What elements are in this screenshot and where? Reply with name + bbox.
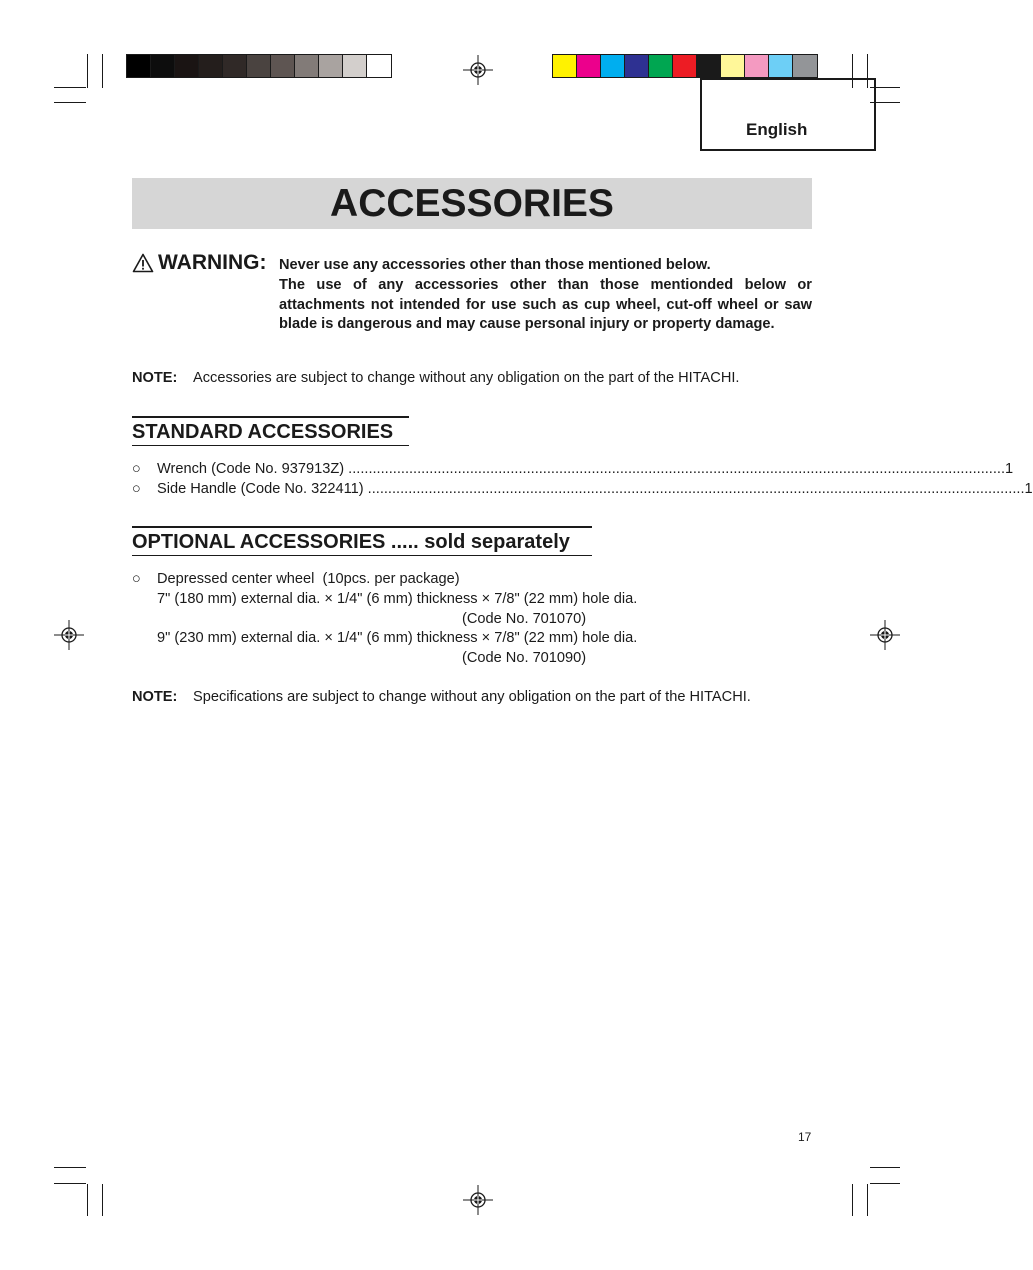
item-code-701090: (Code No. 701090) [462, 650, 587, 666]
color-swatch [553, 55, 577, 77]
color-swatch [721, 55, 745, 77]
item-label: Wrench (Code No. 937913Z) [157, 461, 345, 477]
crop-mark [54, 1167, 86, 1168]
note-text: Specifications are subject to change without any obligation on the part of the HITACHI. [193, 689, 751, 705]
note-text: Accessories are subject to change without any obligation on the part of the HITACHI. [193, 370, 740, 386]
warning-triangle-icon [132, 253, 154, 273]
crop-mark [867, 1184, 868, 1216]
registration-mark-icon [54, 620, 84, 650]
color-swatch [601, 55, 625, 77]
warning-line-2: The use of any accessories other than those mentionded below or attachments not intended for use such as cup wheel, cut-off wheel or saw blade is dangerous and may cause personal injury or property damage. [279, 276, 812, 333]
note-label: NOTE: [132, 689, 178, 705]
registration-mark-icon [870, 620, 900, 650]
item-quantity: 1 [1005, 461, 1014, 477]
page-title: ACCESSORIES [330, 181, 614, 225]
warning-line-1: Never use any accessories other than those mentioned below. [279, 257, 711, 273]
bullet-circle-icon: ○ [132, 461, 141, 477]
bullet-circle-icon: ○ [132, 481, 141, 497]
color-swatch [769, 55, 793, 77]
standard-accessories-heading: STANDARD ACCESSORIES [132, 416, 409, 446]
note-accessories [132, 369, 812, 389]
color-swatch [295, 55, 319, 77]
title-band [132, 178, 812, 229]
warning-heading [132, 251, 267, 275]
color-swatch [673, 55, 697, 77]
leader-dots: .................................................................................................................................................................. [344, 461, 1006, 477]
crop-mark [852, 1184, 853, 1216]
item-code-701070: (Code No. 701070) [462, 611, 587, 627]
optional-item [132, 570, 812, 670]
item-label: Side Handle (Code No. 322411) [157, 481, 364, 497]
crop-mark [87, 1184, 88, 1216]
warning-text [279, 256, 812, 335]
crop-mark [87, 54, 88, 88]
crop-mark [54, 102, 86, 103]
note-specifications [132, 688, 812, 728]
warning-label: WARNING: [158, 251, 267, 274]
color-swatch [223, 55, 247, 77]
crop-mark [102, 1184, 103, 1216]
language-label: English [746, 120, 808, 139]
color-swatch [247, 55, 271, 77]
registration-mark-icon [463, 1185, 493, 1215]
item-spec-180mm: 7" (180 mm) external dia. × 1/4" (6 mm) thickness × 7/8" (22 mm) hole dia. [157, 591, 638, 607]
crop-mark [102, 54, 103, 88]
crop-mark [54, 1183, 86, 1184]
registration-mark-icon [463, 55, 493, 85]
item-quantity: 1 [1024, 481, 1033, 497]
color-swatch [127, 55, 151, 77]
color-swatch [319, 55, 343, 77]
note-label: NOTE: [132, 370, 178, 386]
color-swatch [151, 55, 175, 77]
process-color-bar [552, 54, 818, 78]
color-swatch [367, 55, 391, 77]
color-swatch [577, 55, 601, 77]
color-swatch [649, 55, 673, 77]
bullet-circle-icon: ○ [132, 571, 141, 587]
color-swatch [199, 55, 223, 77]
color-swatch [697, 55, 721, 77]
crop-mark [870, 1167, 900, 1168]
color-swatch [271, 55, 295, 77]
grayscale-color-bar [126, 54, 392, 78]
color-swatch [625, 55, 649, 77]
color-swatch [175, 55, 199, 77]
item-title: Depressed center wheel (10pcs. per package) [157, 571, 460, 587]
page-number: 17 [798, 1130, 812, 1144]
item-spec-230mm: 9" (230 mm) external dia. × 1/4" (6 mm) thickness × 7/8" (22 mm) hole dia. [157, 630, 638, 646]
leader-dots: .................................................................................................................................................................. [363, 481, 1025, 497]
color-swatch [793, 55, 817, 77]
color-swatch [745, 55, 769, 77]
language-tab [700, 78, 876, 151]
color-swatch [343, 55, 367, 77]
optional-accessories-heading: OPTIONAL ACCESSORIES ..... sold separately [132, 526, 592, 556]
crop-mark [870, 1183, 900, 1184]
crop-mark [54, 87, 86, 88]
